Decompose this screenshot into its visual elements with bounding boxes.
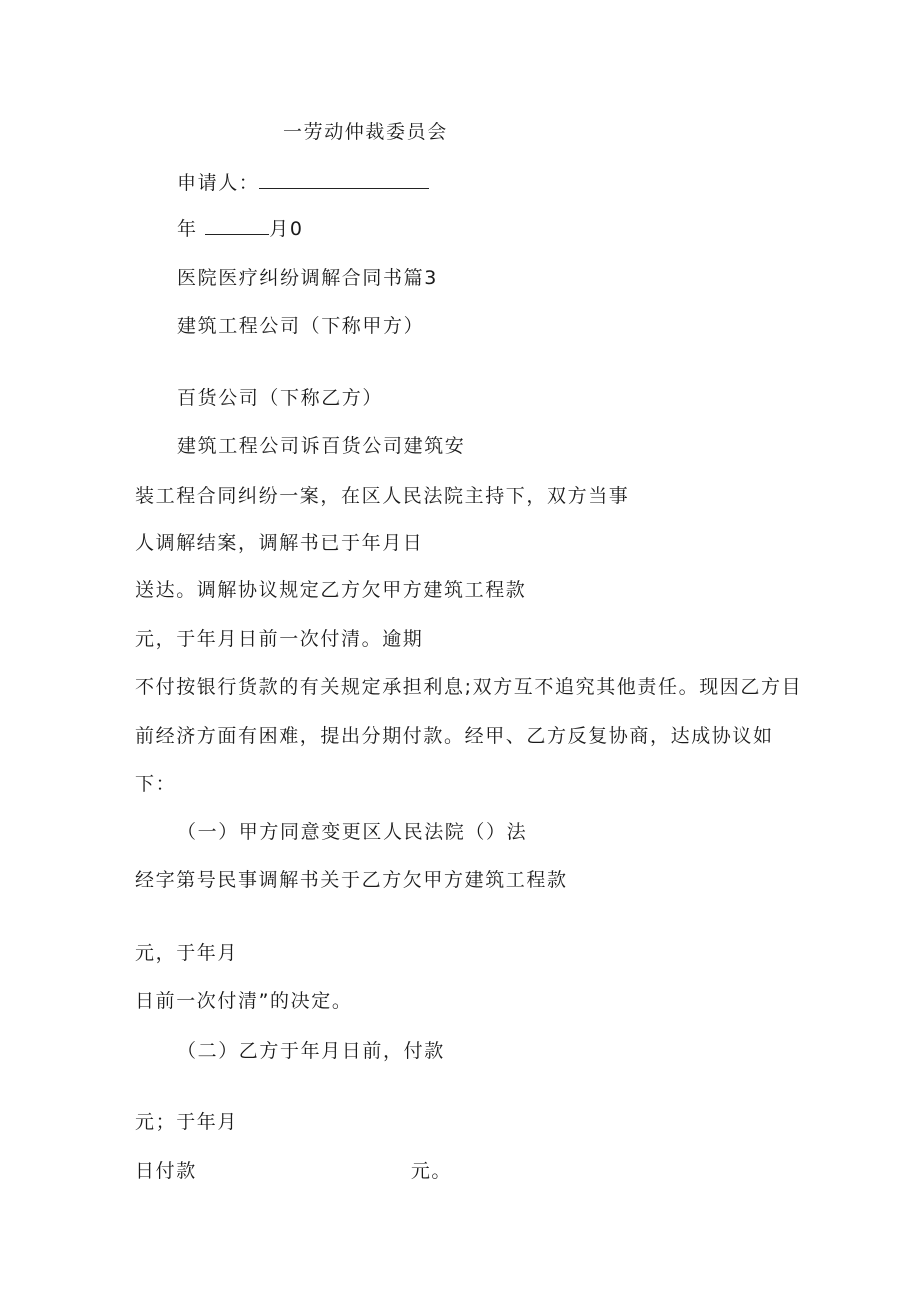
date-year: 年 — [177, 218, 198, 240]
clause-1-line: （一）甲方同意变更区人民法院（）法 — [177, 821, 528, 843]
last-line-prefix: 日付款 — [135, 1160, 197, 1182]
body-line: 装工程合同纠纷一案，在区人民法院主持下，双方当事 — [135, 485, 630, 507]
last-line — [135, 1159, 452, 1183]
applicant-label: 申请人： — [177, 172, 260, 194]
body-line: 元，于年月日前一次付清。逾期 — [135, 628, 424, 650]
applicant-line — [177, 170, 429, 195]
body-line: 不付按银行货款的有关规定承担利息;双方互不追究其他责任。现因乙方目 — [135, 676, 803, 698]
date-month: 月0 — [269, 218, 304, 240]
body-line: 人调解结案，调解书已于年月日 — [135, 532, 424, 554]
body-line: 送达。调解协议规定乙方欠甲方建筑工程款 — [135, 579, 527, 601]
body-line: 下： — [135, 773, 177, 795]
last-line-suffix: 元。 — [410, 1160, 453, 1182]
clause-1-line: 元，于年月 — [135, 942, 239, 964]
clause-1-line: 经字第号民事调解书关于乙方欠甲方建筑工程款 — [135, 869, 568, 891]
body-line: 前经济方面有困难，提出分期付款。经甲、乙方反复协商，达成协议如 — [135, 725, 774, 747]
clause-2-line: 元；于年月 — [135, 1111, 239, 1133]
applicant-blank — [259, 170, 429, 189]
committee-title: 一劳动仲裁委员会 — [283, 121, 448, 143]
clause-1-line: 日前一次付清”的决定。 — [135, 990, 353, 1012]
date-line — [177, 216, 304, 241]
party-a: 建筑工程公司（下称甲方） — [177, 315, 425, 337]
document-title: 医院医疗纠纷调解合同书篇3 — [177, 267, 438, 289]
party-b: 百货公司（下称乙方） — [177, 387, 384, 409]
clause-2-line: （二）乙方于年月日前，付款 — [177, 1040, 445, 1062]
body-line: 建筑工程公司诉百货公司建筑安 — [177, 435, 466, 457]
date-blank — [205, 216, 269, 235]
